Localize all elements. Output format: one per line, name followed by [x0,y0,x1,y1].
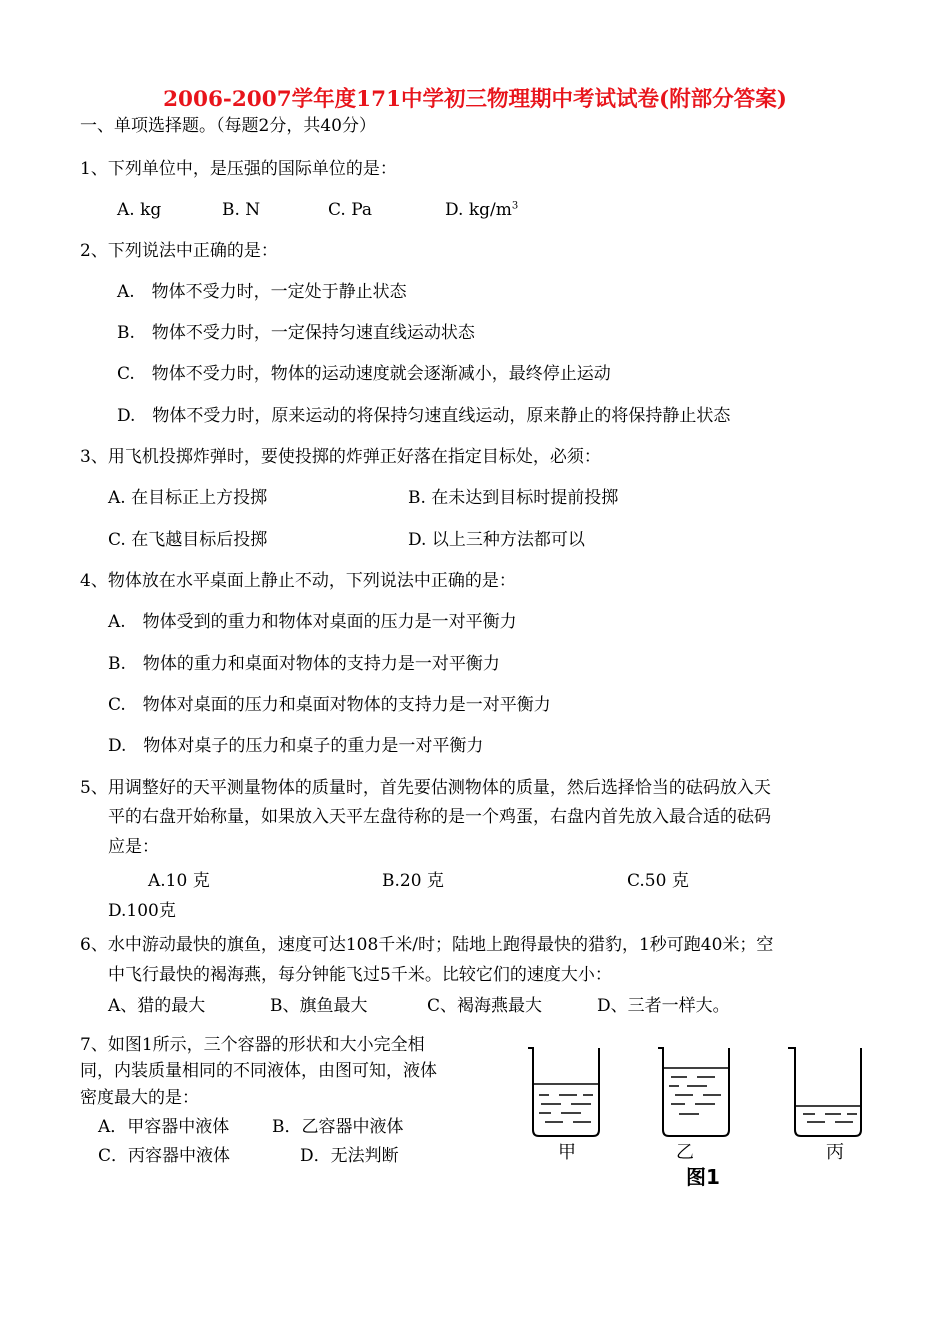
beaker-1 [528,1048,599,1136]
q1-option-a: A. kg [117,200,162,220]
q2-option-a: A. 物体不受力时，一定处于静止状态 [117,282,407,302]
q1-option-d-sup: 3 [511,200,519,212]
question-3-stem: 3、用飞机投掷炸弹时，要使投掷的炸弹正好落在指定目标处，必须： [80,447,601,467]
q4-option-c: C. 物体对桌面的压力和桌面对物体的支持力是一对平衡力 [108,695,551,715]
q4-option-d: D. 物体对桌子的压力和桌子的重力是一对平衡力 [108,736,484,756]
question-5-line-2: 平的右盘开始称量，如果放入天平左盘待称的是一个鸡蛋，右盘内首先放入最合适的砝码 [108,807,771,827]
page-title: 2006-2007学年度171中学初三物理期中考试试卷(附部分答案) [163,87,787,112]
q4-option-a: A. 物体受到的重力和物体对桌面的压力是一对平衡力 [108,612,517,632]
question-5-line-1: 5、用调整好的天平测量物体的质量时，首先要估测物体的质量，然后选择恰当的砝码放入天 [80,778,771,798]
question-7-line-1: 7、如图1所示，三个容器的形状和大小完全相 [80,1035,425,1055]
section-heading: 一、单项选择题。（每题2分，共40分） [80,116,376,136]
q5-option-b: B.20 克 [382,871,444,891]
q5-option-c: C.50 克 [627,871,689,891]
q5-option-d: D.100克 [108,901,176,921]
q6-option-b: B、旗鱼最大 [270,996,368,1016]
question-2-stem: 2、下列说法中正确的是： [80,241,278,261]
q4-option-b: B. 物体的重力和桌面对物体的支持力是一对平衡力 [108,654,500,674]
q3-option-d: D. 以上三种方法都可以 [408,530,585,550]
figure-1-beakers [515,1040,895,1140]
question-6-line-2: 中飞行最快的褐海燕，每分钟能飞过5千米。比较它们的速度大小： [108,965,612,985]
q6-option-a: A、猎的最大 [108,996,206,1016]
q1-option-c: C. Pa [328,200,373,220]
q1-option-d [445,199,518,221]
q7-option-a: A．甲容器中液体 [98,1117,230,1137]
q6-option-c: C、褐海燕最大 [427,996,543,1016]
q3-option-b: B. 在未达到目标时提前投掷 [408,488,619,508]
question-7-line-3: 密度最大的是： [80,1088,199,1108]
question-5-line-3: 应是： [108,837,159,857]
q6-option-d: D、三者一样大。 [597,996,730,1016]
figure-label-bing: 丙 [826,1142,844,1163]
q2-option-d: D. 物体不受力时，原来运动的将保持匀速直线运动，原来静止的将保持静止状态 [117,406,731,426]
question-6-line-1: 6、水中游动最快的旗鱼，速度可达108千米/时；陆地上跑得最快的猎豹，1秒可跑40米；空 [80,935,774,955]
figure-label-yi: 乙 [676,1142,694,1163]
q1-option-d-text: D. kg/m [445,200,512,220]
q2-option-b: B. 物体不受力时，一定保持匀速直线运动状态 [117,323,475,343]
q2-option-c: C. 物体不受力时，物体的运动速度就会逐渐减小，最终停止运动 [117,364,611,384]
q7-option-c: C．丙容器中液体 [98,1146,231,1166]
figure-caption: 图1 [686,1165,720,1189]
question-4-stem: 4、物体放在水平桌面上静止不动，下列说法中正确的是： [80,571,516,591]
q5-option-a: A.10 克 [148,871,210,891]
beaker-2 [658,1048,729,1136]
q7-option-b: B．乙容器中液体 [272,1117,404,1137]
q3-option-a: A. 在目标正上方投掷 [108,488,268,508]
question-1-stem: 1、下列单位中，是压强的国际单位的是： [80,159,397,179]
question-7-line-2: 同，内装质量相同的不同液体，由图可知，液体 [80,1061,437,1081]
q7-option-d: D．无法判断 [300,1146,399,1166]
figure-label-jia: 甲 [558,1142,576,1163]
q3-option-c: C. 在飞越目标后投掷 [108,530,268,550]
q1-option-b: B. N [222,200,261,220]
beaker-3 [788,1048,861,1136]
